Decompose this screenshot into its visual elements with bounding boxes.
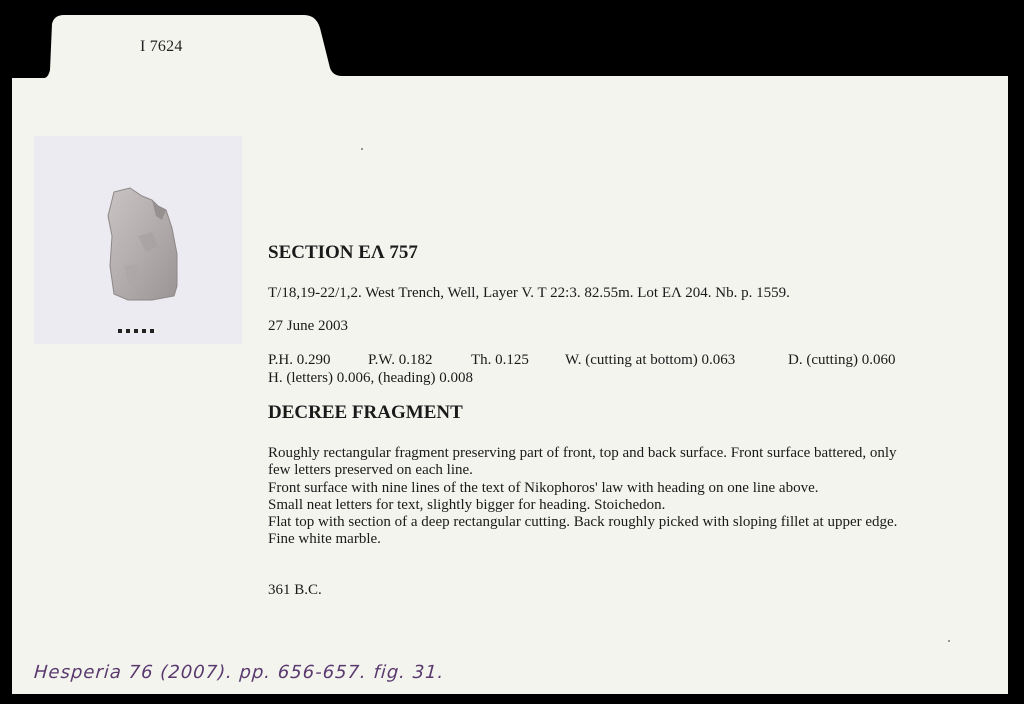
description-line: Small neat letters for text, slightly bigger for heading. Stoichedon. (268, 496, 666, 513)
findspot-line: T/18,19-22/1,2. West Trench, Well, Layer V. T 22:3. 82.55m. Lot ΕΛ 204. Nb. p. 1559. (268, 285, 790, 301)
description-line: Front surface with nine lines of the text of Nikophoros' law with heading on one line above. (268, 479, 819, 496)
measure-d: D. (cutting) 0.060 (788, 352, 896, 368)
measure-ph: P.H. 0.290 (268, 352, 331, 368)
description-block (268, 445, 918, 549)
catalogue-number: I 7624 (140, 38, 183, 55)
marble-fragment-image (34, 136, 242, 344)
chronology-line: 361 B.C. (268, 582, 322, 598)
fragment-photo (34, 136, 242, 344)
section-heading: SECTION ΕΛ 757 (268, 242, 418, 263)
object-type-heading: DECREE FRAGMENT (268, 402, 463, 423)
handwritten-reference: Hesperia 76 (2007). pp. 656-657. fig. 31. (33, 662, 446, 683)
scale-bar (118, 329, 158, 333)
description-line: Roughly rectangular fragment preserving part of front, top and back surface. Front surface battered, only few letters preserved on each line. (268, 445, 897, 479)
measure-pw: P.W. 0.182 (368, 352, 433, 368)
measure-th: Th. 0.125 (471, 352, 529, 368)
measure-h: H. (letters) 0.006, (heading) 0.008 (268, 370, 473, 386)
date-line: 27 June 2003 (268, 318, 348, 334)
measure-w: W. (cutting at bottom) 0.063 (565, 352, 736, 368)
description-line: Fine white marble. (268, 531, 381, 548)
speck (361, 148, 363, 150)
description-line: Flat top with section of a deep rectangular cutting. Back roughly picked with sloping fillet at upper edge. (268, 514, 898, 531)
speck (948, 640, 950, 642)
